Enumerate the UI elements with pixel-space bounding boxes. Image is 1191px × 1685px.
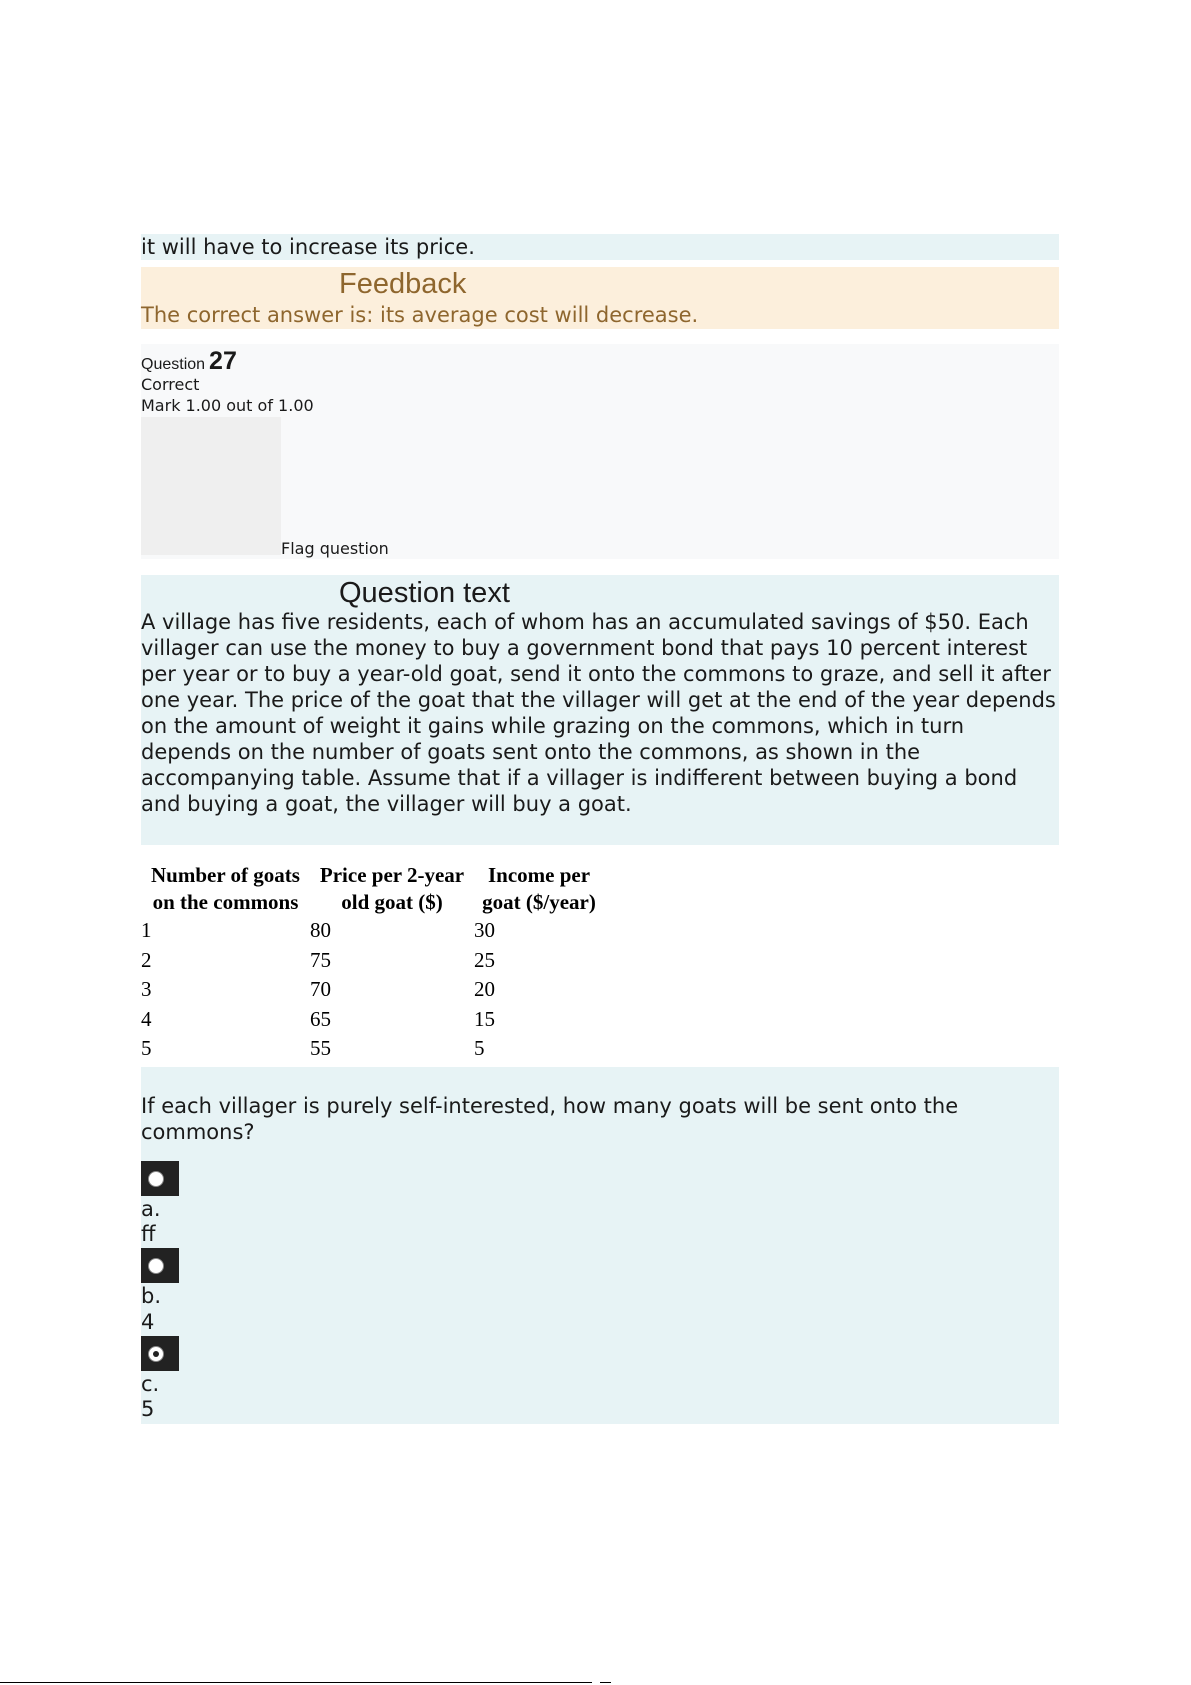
previous-answer-text: it will have to increase its price.: [141, 234, 1059, 260]
table-cell: 5: [474, 1036, 485, 1061]
option-c-letter: c.: [141, 1372, 160, 1396]
goat-data-table: [141, 862, 604, 1064]
question-body: A village has five residents, each of whom has an accumulated savings of $50. Each villager can use the money to buy a government bond that pays 10 percent interest per year or to buy a year-old goat, send it onto the commons to graze, and sell it after one year. The price of the goat that the villager will get at the end of the year depends on the amount of weight it gains while grazing on the commons, which in turn depends on the number of goats sent onto the commons, as shown in the accompanying table. Assume that if a villager is indifferent between buying a bond and buying a goat, the villager will buy a goat.: [141, 610, 1056, 816]
radio-unchecked-icon: [148, 1258, 164, 1274]
option-b-radio[interactable]: [141, 1248, 179, 1283]
option-b-letter: b.: [141, 1284, 162, 1308]
feedback-heading: Feedback: [339, 268, 467, 300]
table-row: [141, 1034, 604, 1064]
table-cell: 80: [310, 918, 331, 943]
option-a-radio[interactable]: [141, 1161, 179, 1196]
table-cell: 65: [310, 1006, 331, 1031]
table-row: [141, 946, 604, 976]
table-cell: 20: [474, 977, 495, 1002]
table-cell: 75: [310, 947, 331, 972]
flag-question-link[interactable]: Flag question: [281, 539, 389, 558]
table-row: [141, 975, 604, 1005]
radio-checked-icon: [148, 1346, 164, 1362]
table-row: [141, 916, 604, 946]
flag-icon[interactable]: [141, 417, 281, 555]
table-cell: 25: [474, 947, 495, 972]
footer-divider-dash: [600, 1682, 611, 1683]
option-c-text[interactable]: 5: [141, 1397, 155, 1421]
table-cell: 55: [310, 1036, 331, 1061]
table-row: [141, 1005, 604, 1035]
feedback-correct-answer: The correct answer is: its average cost will decrease.: [141, 303, 699, 327]
question-prompt: If each villager is purely self-interested, how many goats will be sent onto the commons?: [141, 1094, 959, 1144]
question-state: Correct: [141, 375, 200, 394]
table-cell: 4: [141, 1006, 152, 1031]
question-mark: Mark 1.00 out of 1.00: [141, 396, 314, 415]
question-number: 27: [209, 347, 237, 375]
table-cell: 3: [141, 977, 152, 1002]
option-b-text[interactable]: 4: [141, 1310, 155, 1334]
table-cell: 15: [474, 1006, 495, 1031]
table-cell: 2: [141, 947, 152, 972]
footer-divider: [0, 1682, 592, 1683]
header-price: Price per 2-year old goat ($): [319, 863, 465, 914]
table-header-row: [141, 862, 604, 916]
question-label: Question: [141, 356, 206, 373]
header-goats: Number of goats on the commons: [151, 863, 300, 914]
question-text-heading: Question text: [339, 577, 510, 609]
table-cell: 5: [141, 1036, 152, 1061]
option-a-letter: a.: [141, 1197, 161, 1221]
header-income: Income per goat ($/year): [482, 863, 596, 914]
table-cell: 70: [310, 977, 331, 1002]
option-a-text[interactable]: ff: [141, 1222, 156, 1246]
option-c-radio[interactable]: [141, 1336, 179, 1371]
table-cell: 30: [474, 918, 495, 943]
radio-unchecked-icon: [148, 1171, 164, 1187]
table-cell: 1: [141, 918, 152, 943]
